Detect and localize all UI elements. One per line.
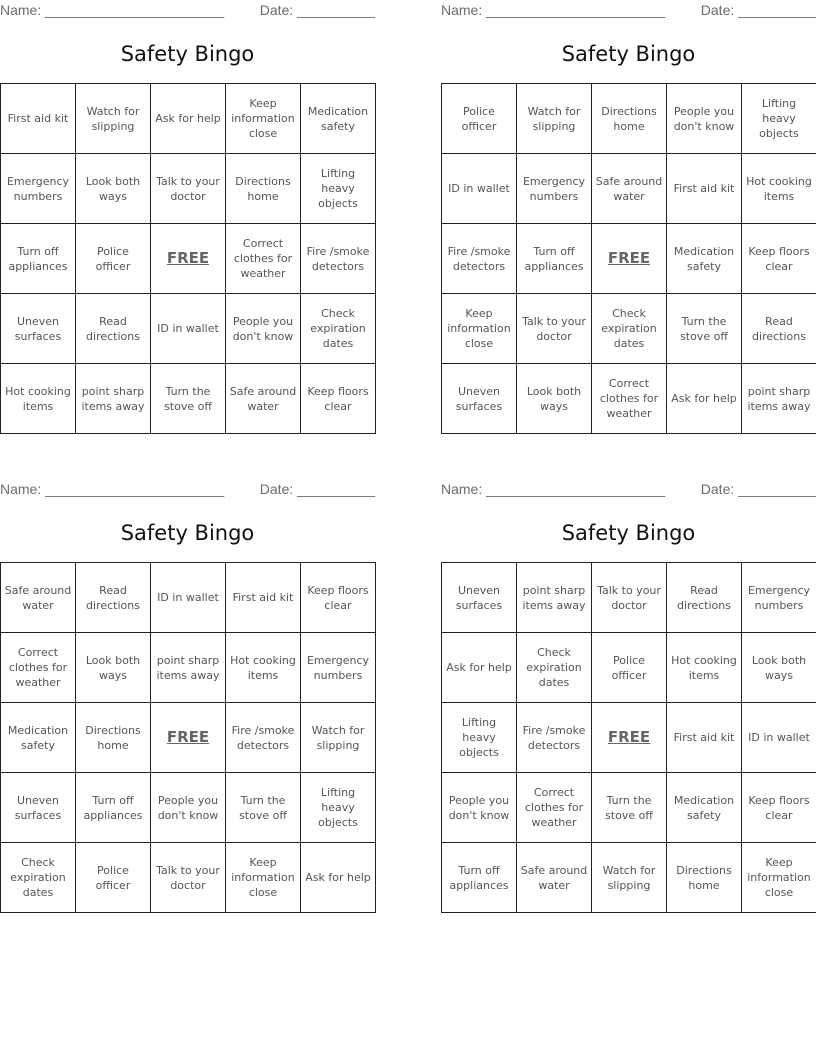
bingo-cell: Turn the stove off [592,773,667,843]
bingo-cell: Turn off appliances [1,224,76,294]
bingo-row [442,224,816,294]
bingo-cell: Turn the stove off [151,364,226,434]
bingo-row [442,773,816,843]
bingo-cell: Turn off appliances [76,773,151,843]
bingo-cell: point sharp items away [76,364,151,434]
bingo-cell: Safe around water [517,843,592,913]
bingo-row [1,154,376,224]
bingo-cell: ID in wallet [442,154,517,224]
bingo-card-3 [0,479,375,919]
bingo-row [1,364,376,434]
bingo-cell: Correct clothes for weather [592,364,667,434]
bingo-cell: Talk to your doctor [517,294,592,364]
card-title: Safety Bingo [561,42,696,66]
bingo-cell: Turn the stove off [667,294,742,364]
date-field-label: Date: __________ [700,481,816,497]
bingo-cell: Look both ways [742,633,816,703]
bingo-cell: Check expiration dates [592,294,667,364]
bingo-cell: Ask for help [301,843,376,913]
bingo-cell: Lifting heavy objects [301,773,376,843]
bingo-cell: First aid kit [1,84,76,154]
bingo-cell: Turn off appliances [442,843,517,913]
bingo-cell: People you don't know [667,84,742,154]
bingo-cell: Ask for help [151,84,226,154]
free-space-cell: FREE [592,703,667,773]
bingo-cell: Correct clothes for weather [226,224,301,294]
bingo-row [1,703,376,773]
bingo-cell: Uneven surfaces [442,563,517,633]
bingo-card-2 [441,0,816,440]
bingo-cell: ID in wallet [151,563,226,633]
bingo-card-4 [441,479,816,919]
card-title: Safety Bingo [120,521,255,545]
bingo-cell: People you don't know [442,773,517,843]
bingo-grid [441,562,816,913]
bingo-cell: Medication safety [1,703,76,773]
name-field-label: Name: _______________________ [0,481,225,497]
bingo-cell: Keep floors clear [742,773,816,843]
bingo-row [442,703,816,773]
bingo-cell: Check expiration dates [517,633,592,703]
bingo-cell: Keep floors clear [301,563,376,633]
bingo-cell: Watch for slipping [301,703,376,773]
name-date-line [441,479,816,499]
bingo-cell: Keep information close [742,843,816,913]
date-field-label: Date: __________ [259,2,375,18]
free-space-cell: FREE [151,224,226,294]
bingo-cell: Watch for slipping [517,84,592,154]
bingo-cell: Lifting heavy objects [442,703,517,773]
name-field-label: Name: _______________________ [441,2,666,18]
card-title: Safety Bingo [561,521,696,545]
bingo-cell: People you don't know [226,294,301,364]
bingo-row [442,84,816,154]
bingo-card-1 [0,0,375,440]
bingo-grid [441,83,816,434]
bingo-cell: Uneven surfaces [1,294,76,364]
bingo-cell: Talk to your doctor [592,563,667,633]
bingo-row [1,563,376,633]
bingo-cell: Police officer [592,633,667,703]
bingo-cell: point sharp items away [742,364,816,434]
bingo-cell: Watch for slipping [592,843,667,913]
bingo-cell: Read directions [742,294,816,364]
bingo-cell: Police officer [442,84,517,154]
bingo-cell: Talk to your doctor [151,154,226,224]
name-date-line [0,479,375,499]
bingo-cell: point sharp items away [151,633,226,703]
bingo-row [442,843,816,913]
bingo-cell: Turn off appliances [517,224,592,294]
bingo-cell: Hot cooking items [742,154,816,224]
bingo-cell: Check expiration dates [301,294,376,364]
bingo-cell: Correct clothes for weather [1,633,76,703]
bingo-cell: Fire /smoke detectors [226,703,301,773]
bingo-row [1,84,376,154]
name-date-line [441,0,816,20]
bingo-cell: Fire /smoke detectors [517,703,592,773]
bingo-cell: Check expiration dates [1,843,76,913]
bingo-cell: Read directions [76,294,151,364]
bingo-cell: Hot cooking items [667,633,742,703]
bingo-cell: Emergency numbers [1,154,76,224]
bingo-row [1,843,376,913]
card-title: Safety Bingo [120,42,255,66]
bingo-cell: Keep information close [226,84,301,154]
bingo-cell: Medication safety [301,84,376,154]
name-field-label: Name: _______________________ [441,481,666,497]
bingo-row [1,294,376,364]
bingo-cell: Ask for help [667,364,742,434]
bingo-cell: Safe around water [592,154,667,224]
bingo-cell: Read directions [667,563,742,633]
bingo-cell: Uneven surfaces [1,773,76,843]
bingo-cell: Emergency numbers [301,633,376,703]
bingo-cell: Directions home [76,703,151,773]
bingo-cell: Lifting heavy objects [742,84,816,154]
bingo-cell: Police officer [76,843,151,913]
bingo-cell: Safe around water [226,364,301,434]
bingo-cell: ID in wallet [742,703,816,773]
name-date-line [0,0,375,20]
bingo-cell: Read directions [76,563,151,633]
bingo-cell: Talk to your doctor [151,843,226,913]
bingo-row [442,563,816,633]
bingo-cell: Lifting heavy objects [301,154,376,224]
bingo-cell: People you don't know [151,773,226,843]
free-space-cell: FREE [151,703,226,773]
bingo-row [1,224,376,294]
bingo-row [442,294,816,364]
bingo-cell: Hot cooking items [226,633,301,703]
bingo-cell: Emergency numbers [742,563,816,633]
bingo-cell: Look both ways [76,633,151,703]
bingo-cell: First aid kit [226,563,301,633]
bingo-cell: Keep floors clear [301,364,376,434]
bingo-row [1,773,376,843]
bingo-cell: Directions home [667,843,742,913]
bingo-cell: ID in wallet [151,294,226,364]
bingo-cell: Keep information close [226,843,301,913]
bingo-row [442,633,816,703]
bingo-grid [0,83,376,434]
bingo-row [442,364,816,434]
free-space-cell: FREE [592,224,667,294]
bingo-cell: First aid kit [667,703,742,773]
bingo-cell: Uneven surfaces [442,364,517,434]
bingo-cell: Medication safety [667,773,742,843]
bingo-cell: Hot cooking items [1,364,76,434]
bingo-cell: Ask for help [442,633,517,703]
bingo-cell: Look both ways [76,154,151,224]
bingo-grid [0,562,376,913]
bingo-cell: Keep information close [442,294,517,364]
bingo-cell: Turn the stove off [226,773,301,843]
bingo-cell: point sharp items away [517,563,592,633]
bingo-cell: First aid kit [667,154,742,224]
bingo-row [1,633,376,703]
bingo-cell: Fire /smoke detectors [301,224,376,294]
bingo-cell: Keep floors clear [742,224,816,294]
bingo-cell: Look both ways [517,364,592,434]
bingo-cell: Directions home [226,154,301,224]
bingo-cell: Correct clothes for weather [517,773,592,843]
date-field-label: Date: __________ [259,481,375,497]
bingo-cell: Fire /smoke detectors [442,224,517,294]
bingo-cell: Watch for slipping [76,84,151,154]
bingo-cell: Police officer [76,224,151,294]
bingo-cell: Medication safety [667,224,742,294]
bingo-cell: Safe around water [1,563,76,633]
bingo-cell: Directions home [592,84,667,154]
bingo-cell: Emergency numbers [517,154,592,224]
bingo-row [442,154,816,224]
name-field-label: Name: _______________________ [0,2,225,18]
date-field-label: Date: __________ [700,2,816,18]
